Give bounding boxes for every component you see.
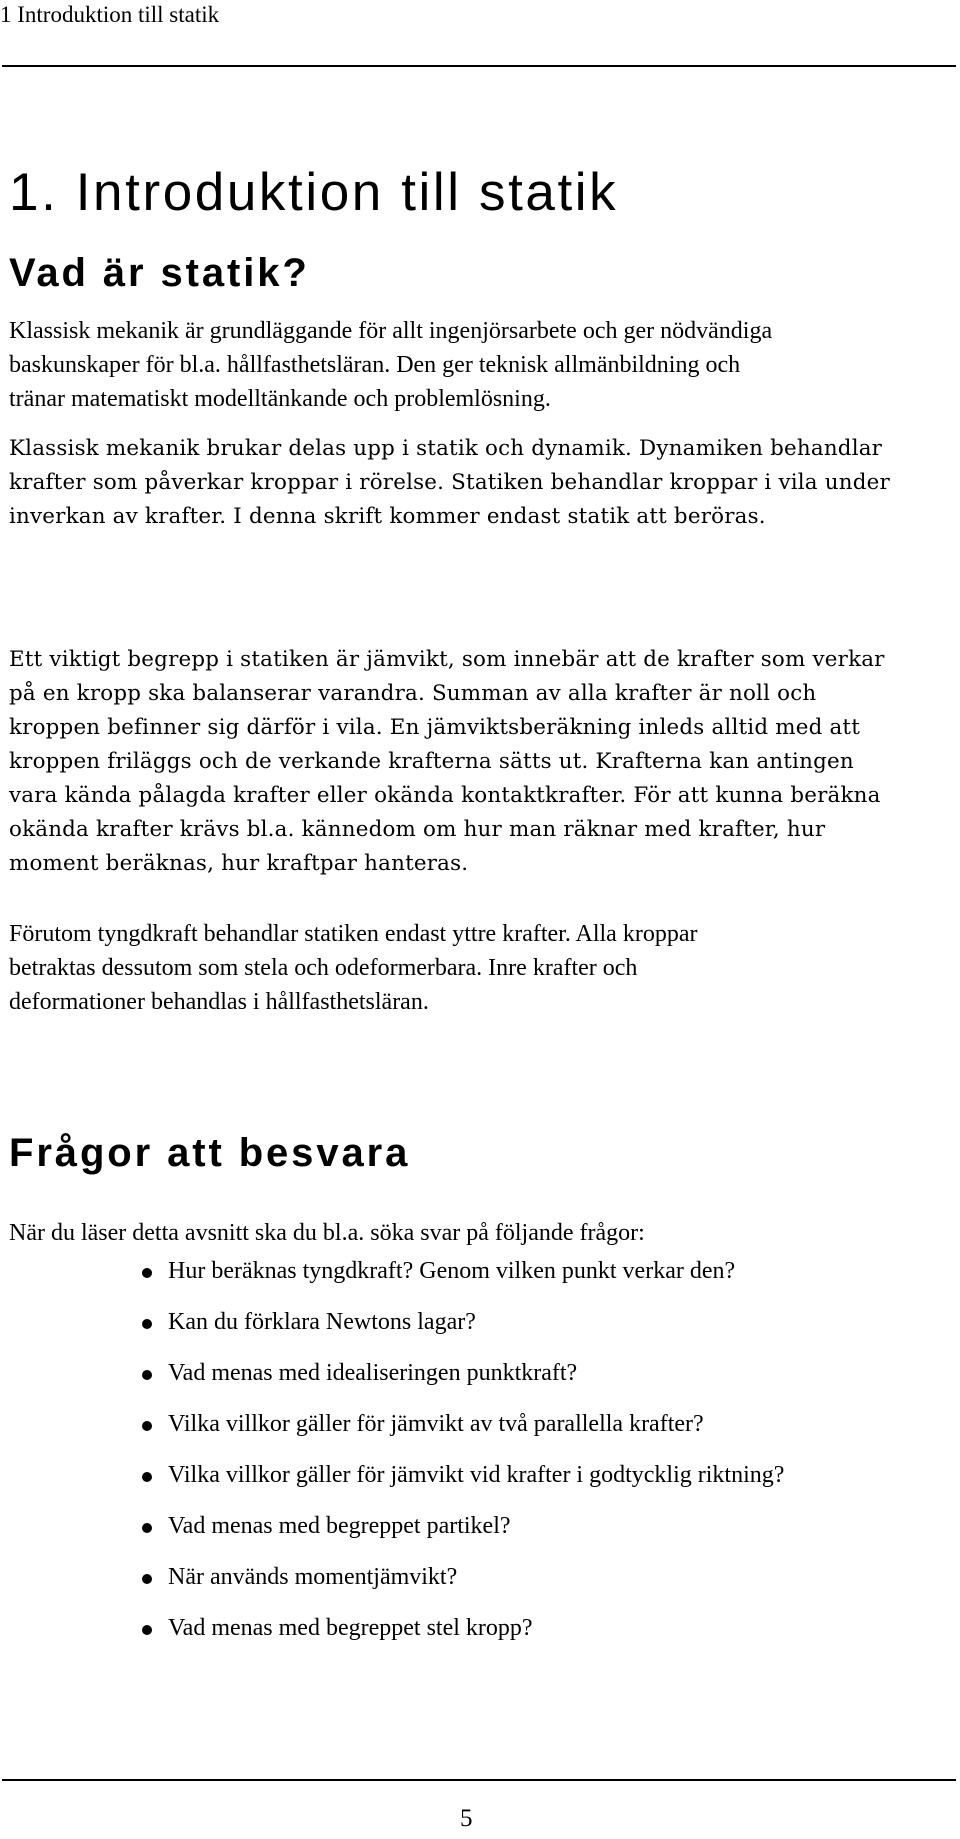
text-line: vara kända pålagda krafter eller okända kontaktkrafter. För att kunna beräkna [9, 783, 881, 808]
bullet-icon [142, 1625, 152, 1635]
list-item [168, 1611, 784, 1662]
text-line: Klassisk mekanik är grundläggande för allt ingenjörsarbete och ger nödvändiga [9, 318, 773, 344]
bullet-icon [142, 1268, 152, 1278]
list-item [168, 1509, 784, 1560]
text-line: När du läser detta avsnitt ska du bl.a. söka svar på följande frågor: [9, 1220, 645, 1246]
text-line: baskunskaper för bl.a. hållfasthetsläran. Den ger teknisk allmänbildning och [9, 352, 741, 378]
text-line: kroppen friläggs och de verkande krafterna sätts ut. Krafterna kan antingen [9, 749, 854, 774]
page-number: 5 [460, 1805, 473, 1832]
question-text: När används momentjämvikt? [168, 1564, 458, 1590]
footer-divider [2, 1779, 956, 1781]
text-line: Ett viktigt begrepp i statiken är jämvikt, som innebär att de krafter som verkar [9, 647, 885, 672]
list-item [168, 1356, 784, 1407]
text-line: inverkan av krafter. I denna skrift kommer endast statik att beröras. [9, 504, 766, 529]
bullet-icon [142, 1370, 152, 1380]
text-line: Förutom tyngdkraft behandlar statiken endast yttre krafter. Alla kroppar [9, 921, 698, 947]
list-item [168, 1560, 784, 1611]
paragraph-jamvikt [9, 643, 954, 881]
question-text: Vad menas med idealiseringen punktkraft? [168, 1360, 578, 1386]
chapter-title: 1. Introduktion till statik [9, 163, 619, 222]
question-text: Hur beräknas tyngdkraft? Genom vilken punkt verkar den? [168, 1258, 736, 1284]
bullet-icon [142, 1319, 152, 1329]
text-line: krafter som påverkar kroppar i rörelse. Statiken behandlar kroppar i vila under [9, 470, 890, 495]
running-header: 1 Introduktion till statik [0, 2, 220, 27]
section-title-vad-ar-statik: Vad är statik? [9, 251, 310, 295]
question-text: Kan du förklara Newtons lagar? [168, 1309, 476, 1335]
question-list [168, 1254, 784, 1662]
text-line: kroppen befinner sig därför i vila. En jämviktsberäkning inleds alltid med att [9, 715, 861, 740]
list-item [168, 1407, 784, 1458]
text-line: betraktas dessutom som stela och odeformerbara. Inre krafter och [9, 955, 638, 981]
list-item [168, 1254, 784, 1305]
questions-intro [9, 1216, 954, 1250]
list-item [168, 1305, 784, 1356]
text-line: deformationer behandlas i hållfasthetsläran. [9, 989, 429, 1015]
bullet-icon [142, 1472, 152, 1482]
section-title-fragor: Frågor att besvara [9, 1131, 411, 1175]
header-divider [2, 65, 956, 67]
text-line: på en kropp ska balanserar varandra. Summan av alla krafter är noll och [9, 681, 817, 706]
paragraph-intro [9, 314, 954, 416]
question-text: Vad menas med begreppet stel kropp? [168, 1615, 533, 1641]
text-line: okända krafter krävs bl.a. kännedom om hur man räknar med krafter, hur [9, 817, 826, 842]
paragraph-mekanik [9, 432, 954, 534]
bullet-icon [142, 1574, 152, 1584]
text-line: tränar matematiskt modelltänkande och problemlösning. [9, 386, 551, 412]
text-line: moment beräknas, hur kraftpar hanteras. [9, 851, 469, 876]
list-item [168, 1458, 784, 1509]
question-text: Vilka villkor gäller för jämvikt vid krafter i godtycklig riktning? [168, 1462, 785, 1488]
question-text: Vad menas med begreppet partikel? [168, 1513, 511, 1539]
bullet-icon [142, 1421, 152, 1431]
text-line: Klassisk mekanik brukar delas upp i statik och dynamik. Dynamiken behandlar [9, 436, 883, 461]
paragraph-tyngdkraft [9, 917, 954, 1019]
question-text: Vilka villkor gäller för jämvikt av två parallella krafter? [168, 1411, 704, 1437]
bullet-icon [142, 1523, 152, 1533]
